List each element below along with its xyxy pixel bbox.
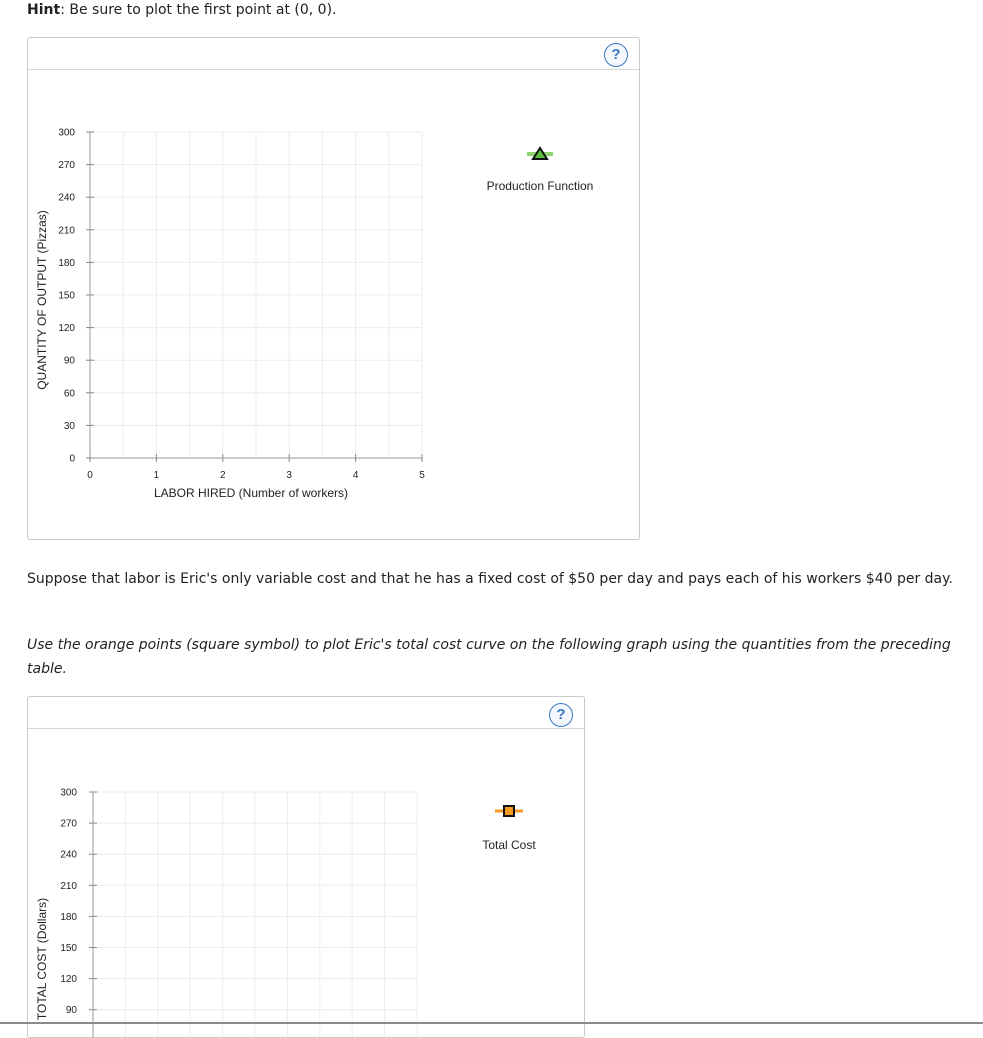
y-tick-label: 270: [58, 160, 75, 172]
hint-label: Hint: [27, 2, 61, 18]
x-tick-label: 5: [419, 470, 425, 481]
y-tick-label: 210: [60, 880, 77, 892]
y-tick-label: 0: [69, 453, 75, 465]
instructions: Use the orange points (square symbol) to plot Eric's total cost curve on the following graph using the quantities from the preceding table.: [27, 637, 951, 677]
y-tick-label: 150: [58, 290, 75, 302]
hint-body: : Be sure to plot the first point at (0, 0).: [60, 2, 337, 18]
y-tick-label: 240: [60, 849, 77, 861]
y-tick-label: 60: [63, 388, 75, 400]
y-tick-label: 270: [60, 818, 77, 830]
production-function-graph[interactable]: [28, 38, 639, 539]
x-tick-label: 3: [286, 470, 292, 481]
y-tick-label: 300: [60, 787, 77, 799]
y-tick-label: 180: [60, 911, 77, 923]
y-tick-label: 300: [58, 127, 75, 139]
legend-square-marker: [504, 806, 514, 816]
total-cost-graph[interactable]: [28, 697, 584, 1037]
y-tick-label: 210: [58, 225, 75, 237]
x-tick-label: 4: [352, 470, 359, 481]
y-tick-label: 240: [58, 192, 75, 204]
y-tick-label: 120: [60, 974, 77, 986]
y-axis-label: TOTAL COST (Dollars): [35, 897, 49, 1021]
x-tick-label: 1: [153, 470, 160, 481]
help-button[interactable]: ?: [549, 703, 573, 727]
y-tick-label: 120: [58, 323, 75, 335]
legend-label: Production Function: [486, 179, 594, 193]
hint-text: [27, 2, 336, 18]
y-tick-label: 90: [63, 355, 75, 367]
y-tick-label: 90: [65, 1005, 77, 1017]
y-axis-label: QUANTITY OF OUTPUT (Pizzas): [35, 210, 49, 390]
y-tick-label: 30: [63, 420, 75, 432]
x-tick-label: 2: [220, 470, 226, 481]
x-axis-label: LABOR HIRED (Number of workers): [153, 486, 349, 500]
legend-label: Total Cost: [482, 838, 536, 852]
help-button[interactable]: ?: [604, 43, 628, 67]
y-tick-label: 180: [58, 257, 75, 269]
production-graph-panel: [27, 37, 640, 540]
cost-description: Suppose that labor is Eric's only variable cost and that he has a fixed cost of $50 per day and pays each of his workers $40 per day.: [27, 571, 953, 587]
y-tick-label: 150: [60, 943, 77, 954]
x-tick-label: 0: [87, 470, 93, 481]
total-cost-graph-panel: [27, 696, 585, 1038]
